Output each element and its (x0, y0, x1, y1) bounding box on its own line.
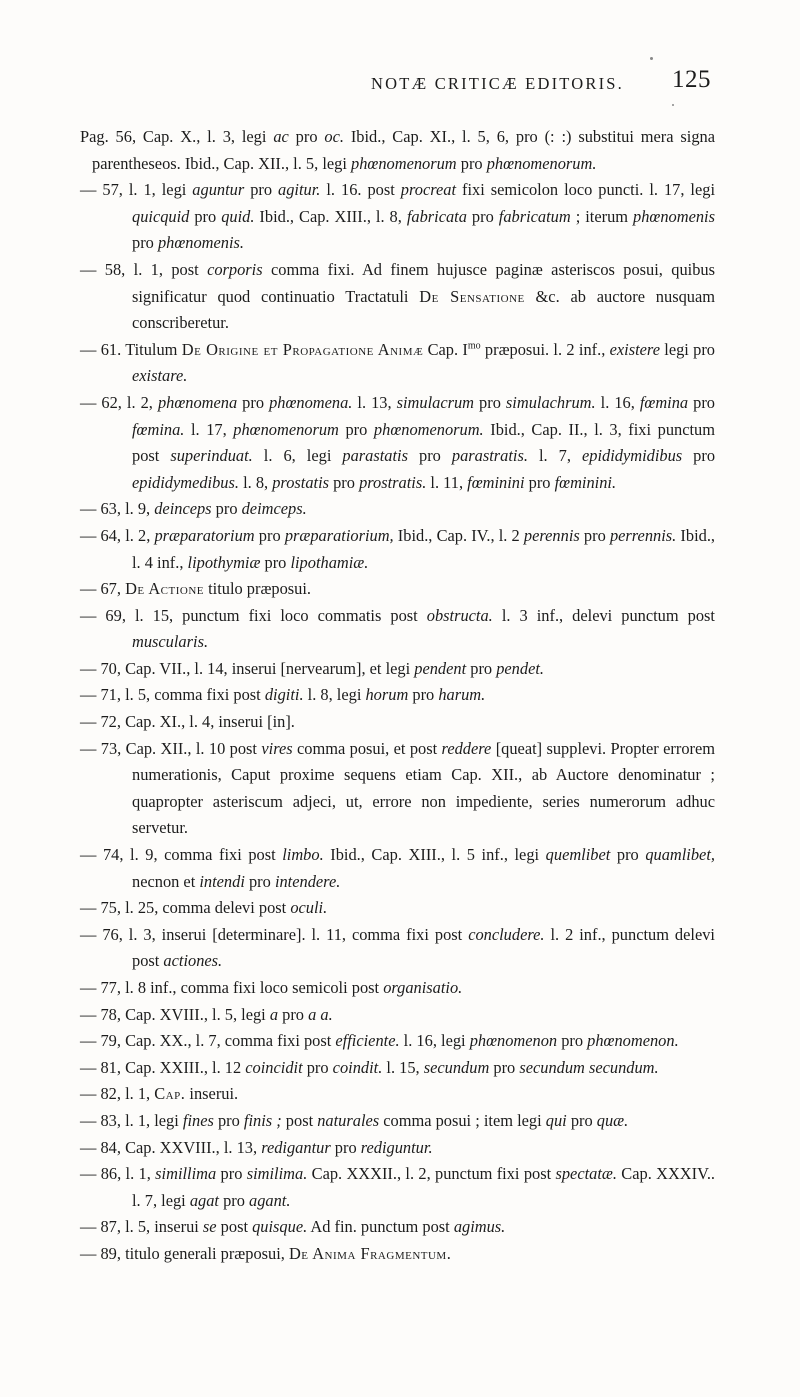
note-entry: — 57, l. 1, legi aguntur pro agitur. l. 16. post procreat fixi semicolon loco puncti. l. 17, legi quicquid pro quid. Ibid., Cap. XIII., l. 8, fabricata pro fabricatum ; iterum phœnomenis pro phœnomenis. (80, 180, 716, 253)
note-entry: — 82, l. 1, Cap. inserui. (80, 1084, 239, 1104)
note-entry: — 74, l. 9, comma fixi post limbo. Ibid., Cap. XIII., l. 5 inf., legi quemlibet pro quamlibet, necnon et intendi pro intendere. (80, 845, 715, 891)
note-entry: — 63, l. 9, deinceps pro deimceps. (80, 499, 307, 519)
running-head: NOTÆ CRITICÆ EDITORIS. (371, 74, 624, 93)
note-entry: — 89, titulo generali præposui, De Anima Fragmentum. (80, 1243, 452, 1263)
note-entry: — 61. Titulum De Origine et Propagatione Animæ Cap. $I^{mo}$ præposui. l. 2 inf., existere legi pro existare. (80, 339, 716, 386)
note-entry: — 71, l. 5, comma fixi post digiti. l. 8, legi horum pro harum. (80, 685, 486, 705)
page-number: 125 (672, 66, 711, 93)
note-entry: — 81, Cap. XXIII., l. 12 coincidit pro coindit. l. 15, secundum pro secundum secundum. (80, 1057, 659, 1077)
note-entry: — 67, De Actione titulo præposui. (80, 579, 312, 599)
note-entry: — 83, l. 1, legi fines pro finis ; post naturales comma posui ; item legi qui pro quæ. (80, 1110, 629, 1130)
note-entry: — 64, l. 2, præparatorium pro præparatiorium, Ibid., Cap. IV., l. 2 perennis pro perrennis. Ibid., l. 4 inf., lipothymiæ pro lipothamiæ. (80, 525, 716, 572)
note-entry: — 86, l. 1, simillima pro similima. Cap. XXXII., l. 2, punctum fixi post spectatæ. Cap. XXXIV.. l. 7, legi agat pro agant. (80, 1164, 716, 1210)
page-header (0, 66, 800, 106)
note-entry: — 70, Cap. VII., l. 14, inserui [nervearum], et legi pendent pro pendet. (80, 658, 544, 678)
note-entry: — 58, l. 1, post corporis comma fixi. Ad finem hujusce paginæ asteriscos posui, quibus significatur quod continuatio Tractatuli De Sensatione &c. ab auctore nusquam conscriberetur. (80, 259, 715, 333)
ink-speck (650, 57, 653, 60)
ink-speck (672, 104, 674, 106)
note-entry: — 87, l. 5, inserui se post quisque. Ad fin. punctum post agimus. (80, 1217, 506, 1237)
note-entry: — 69, l. 15, punctum fixi loco commatis post obstructa. l. 3 inf., delevi punctum post muscularis. (80, 605, 715, 652)
note-entry: — 72, Cap. XI., l. 4, inserui [in]. (80, 712, 295, 732)
note-entry: — 79, Cap. XX., l. 7, comma fixi post efficiente. l. 16, legi phœnomenon pro phœnomenon. (80, 1031, 679, 1051)
note-entry: — 76, l. 3, inserui [determinare]. l. 11, comma fixi post concludere. l. 2 inf., punctum delevi post actiones. (80, 924, 715, 971)
note-entry: — 84, Cap. XXVIII., l. 13, redigantur pro rediguntur. (80, 1137, 433, 1157)
note-entry: — 73, Cap. XII., l. 10 post vires comma posui, et post reddere [queat] supplevi. Propter errorem numerationis, Caput proxime sequens etiam Cap. XII., ab Auctore denominatur ; quapropter asteriscum adjeci, ut, errore non impediente, series numerorum adhuc servetur. (80, 738, 716, 838)
note-entry: — 75, l. 25, comma delevi post oculi. (80, 898, 328, 918)
note-entry: — 62, l. 2, phœnomena pro phœnomena. l. 13, simulacrum pro simulachrum. l. 16, fœmina pro fœmina. l. 17, phœnomenorum pro phœnomenorum. Ibid., Cap. II., l. 3, fixi punctum post superinduat. l. 6, legi parastatis pro parastratis. l. 7, epididymidibus pro epididymedibus. l. 8, prostatis pro prostratis. l. 11, fœminini pro fœminini. (80, 392, 716, 492)
critical-notes (0, 124, 800, 1268)
note-entry: — 77, l. 8 inf., comma fixi loco semicoli post organisatio. (80, 978, 463, 997)
note-entry: — 78, Cap. XVIII., l. 5, legi a pro a a. (80, 1004, 333, 1024)
note-entry: Pag. 56, Cap. X., l. 3, legi ac pro oc. Ibid., Cap. XI., l. 5, 6, pro (: :) substitui mera signa parentheseos. Ibid., Cap. XII., l. 5, legi phœnomenorum pro phœnomenorum. (80, 127, 715, 173)
